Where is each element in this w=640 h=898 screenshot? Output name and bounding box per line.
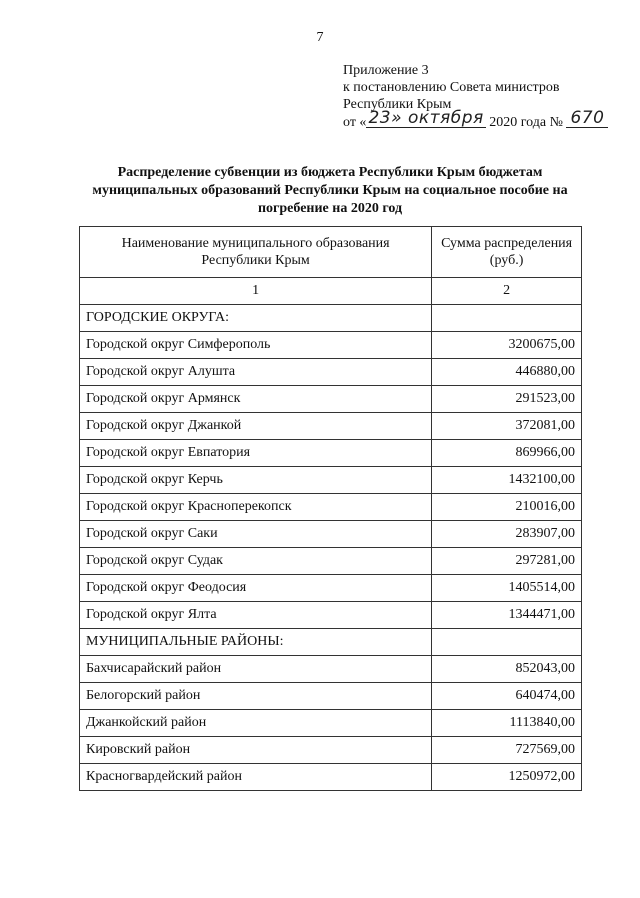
row-amount (432, 305, 582, 332)
table-row (80, 629, 582, 656)
row-name: Джанкойский район (80, 710, 432, 737)
row-name: Городской округ Красноперекопск (80, 494, 432, 521)
row-amount: 1405514,00 (432, 575, 582, 602)
table-row (80, 494, 582, 521)
row-name: Бахчисарайский район (80, 656, 432, 683)
row-name: Городской округ Джанкой (80, 413, 432, 440)
row-name: Городской округ Алушта (80, 359, 432, 386)
header-sum: Сумма распределения (руб.) (432, 227, 582, 278)
table-row (80, 764, 582, 791)
row-amount: 446880,00 (432, 359, 582, 386)
table-row (80, 575, 582, 602)
row-name: ГОРОДСКИЕ ОКРУГА: (80, 305, 432, 332)
table-row (80, 359, 582, 386)
handwritten-date: 23» октября (368, 108, 484, 128)
row-amount: 1250972,00 (432, 764, 582, 791)
handwritten-number: 670 (566, 110, 608, 128)
row-amount (432, 629, 582, 656)
annex-block (343, 62, 608, 131)
annex-from-label: от « (343, 115, 367, 130)
table-header-row (80, 227, 582, 278)
table-row (80, 656, 582, 683)
table-body (80, 305, 582, 791)
annex-date-line (343, 108, 608, 131)
row-amount: 852043,00 (432, 656, 582, 683)
annex-republic-line: Республики Крым (343, 97, 452, 112)
row-amount: 640474,00 (432, 683, 582, 710)
row-name: Белогорский район (80, 683, 432, 710)
row-name: Красногвардейский район (80, 764, 432, 791)
row-amount: 3200675,00 (432, 332, 582, 359)
column-number-row (80, 278, 582, 305)
table-row (80, 737, 582, 764)
table-row (80, 521, 582, 548)
row-amount: 1432100,00 (432, 467, 582, 494)
table-row (80, 602, 582, 629)
annex-year-label: 2020 года № (489, 115, 563, 130)
row-name: Городской округ Армянск (80, 386, 432, 413)
table-row (80, 710, 582, 737)
row-amount: 372081,00 (432, 413, 582, 440)
column-number-1: 1 (80, 278, 432, 305)
row-name: Городской округ Симферополь (80, 332, 432, 359)
row-amount: 869966,00 (432, 440, 582, 467)
row-name: Кировский район (80, 737, 432, 764)
table-row (80, 548, 582, 575)
row-amount: 291523,00 (432, 386, 582, 413)
annex-title: Приложение 3 (343, 63, 429, 78)
table-row (80, 683, 582, 710)
table-row (80, 467, 582, 494)
row-amount: 1113840,00 (432, 710, 582, 737)
row-name: Городской округ Евпатория (80, 440, 432, 467)
table-row (80, 305, 582, 332)
row-amount: 210016,00 (432, 494, 582, 521)
row-amount: 727569,00 (432, 737, 582, 764)
row-name: Городской округ Феодосия (80, 575, 432, 602)
row-name: МУНИЦИПАЛЬНЫЕ РАЙОНЫ: (80, 629, 432, 656)
row-name: Городской округ Саки (80, 521, 432, 548)
row-amount: 1344471,00 (432, 602, 582, 629)
annex-resolution-line: к постановлению Совета министров (343, 80, 560, 95)
row-amount: 283907,00 (432, 521, 582, 548)
table-row (80, 440, 582, 467)
table-row (80, 386, 582, 413)
row-name: Городской округ Ялта (80, 602, 432, 629)
row-amount: 297281,00 (432, 548, 582, 575)
distribution-table (79, 226, 582, 791)
table-row (80, 332, 582, 359)
row-name: Городской округ Керчь (80, 467, 432, 494)
column-number-2: 2 (432, 278, 582, 305)
document-title: Распределение субвенции из бюджета Республики Крым бюджетам муниципальных образований Республики Крым на социальное пособие на погребение на 2020 год (92, 165, 568, 216)
table-row (80, 413, 582, 440)
row-name: Городской округ Судак (80, 548, 432, 575)
page-number: 7 (316, 30, 324, 45)
header-name: Наименование муниципального образования Республики Крым (80, 227, 432, 278)
